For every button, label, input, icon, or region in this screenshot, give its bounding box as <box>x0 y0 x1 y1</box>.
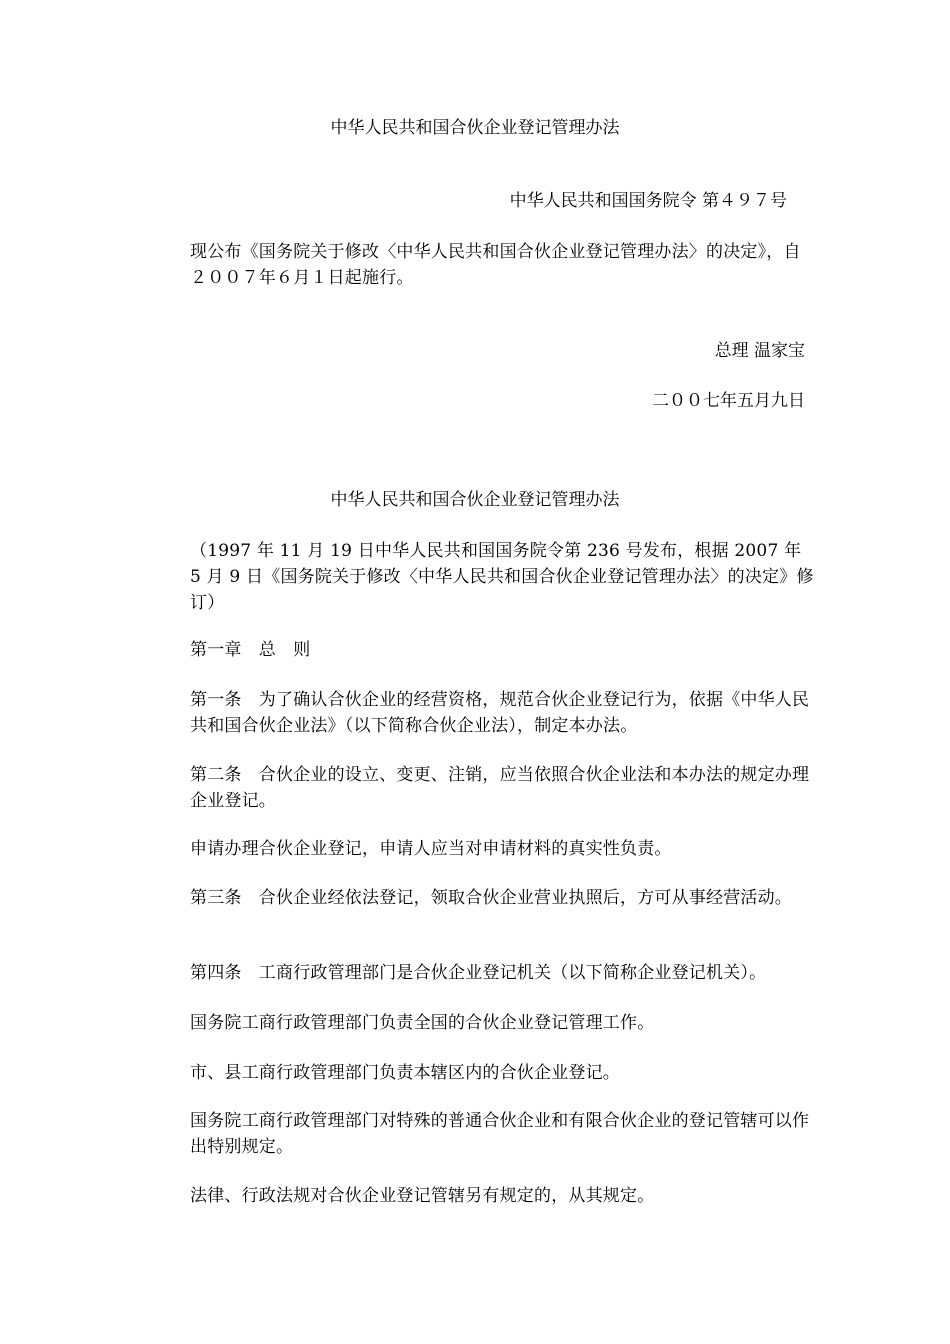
promulgation-text: 现公布《国务院关于修改〈中华人民共和国合伙企业登记管理办法〉的决定》，自２００７年６月１日起施行。 <box>190 242 801 288</box>
article-4-paragraph-4: 国务院工商行政管理部门对特殊的普通合伙企业和有限合伙企业的登记管辖可以作出特别规定。 <box>190 1111 810 1157</box>
document-title: 中华人民共和国合伙企业登记管理办法 <box>330 118 620 138</box>
article-4-paragraph-5: 法律、行政法规对合伙企业登记管辖另有规定的，从其规定。 <box>190 1186 655 1206</box>
signatory: 总理 温家宝 <box>714 341 805 361</box>
issue-date: 二００七年五月九日 <box>652 391 805 411</box>
chapter-heading: 第一章 总 则 <box>190 640 311 660</box>
article-4-paragraph-3: 市、县工商行政管理部门负责本辖区内的合伙企业登记。 <box>190 1063 620 1083</box>
article-2-paragraph-2: 申请办理合伙企业登记，申请人应当对申请材料的真实性负责。 <box>190 839 672 859</box>
body-title: 中华人民共和国合伙企业登记管理办法 <box>330 490 620 510</box>
article-2: 第二条 合伙企业的设立、变更、注销，应当依照合伙企业法和本办法的规定办理企业登记。 <box>190 765 810 811</box>
decree-number: 中华人民共和国国务院令 第４９７号 <box>509 191 787 211</box>
article-1: 第一条 为了确认合伙企业的经营资格，规范合伙企业登记行为，依据《中华人民共和国合伙企业法》（以下简称合伙企业法），制定本办法。 <box>190 690 810 736</box>
article-4-paragraph-2: 国务院工商行政管理部门负责全国的合伙企业登记管理工作。 <box>190 1013 655 1033</box>
article-3: 第三条 合伙企业经依法登记，领取合伙企业营业执照后，方可从事经营活动。 <box>190 888 792 908</box>
history-note: （1997 年 11 月 19 日中华人民共和国国务院令第 236 号发布，根据 2007 年 5 月 9 日《国务院关于修改〈中华人民共和国合伙企业登记管理办法〉的决定》修订） <box>190 541 814 613</box>
article-4: 第四条 工商行政管理部门是合伙企业登记机关（以下简称企业登记机关）。 <box>190 963 767 983</box>
